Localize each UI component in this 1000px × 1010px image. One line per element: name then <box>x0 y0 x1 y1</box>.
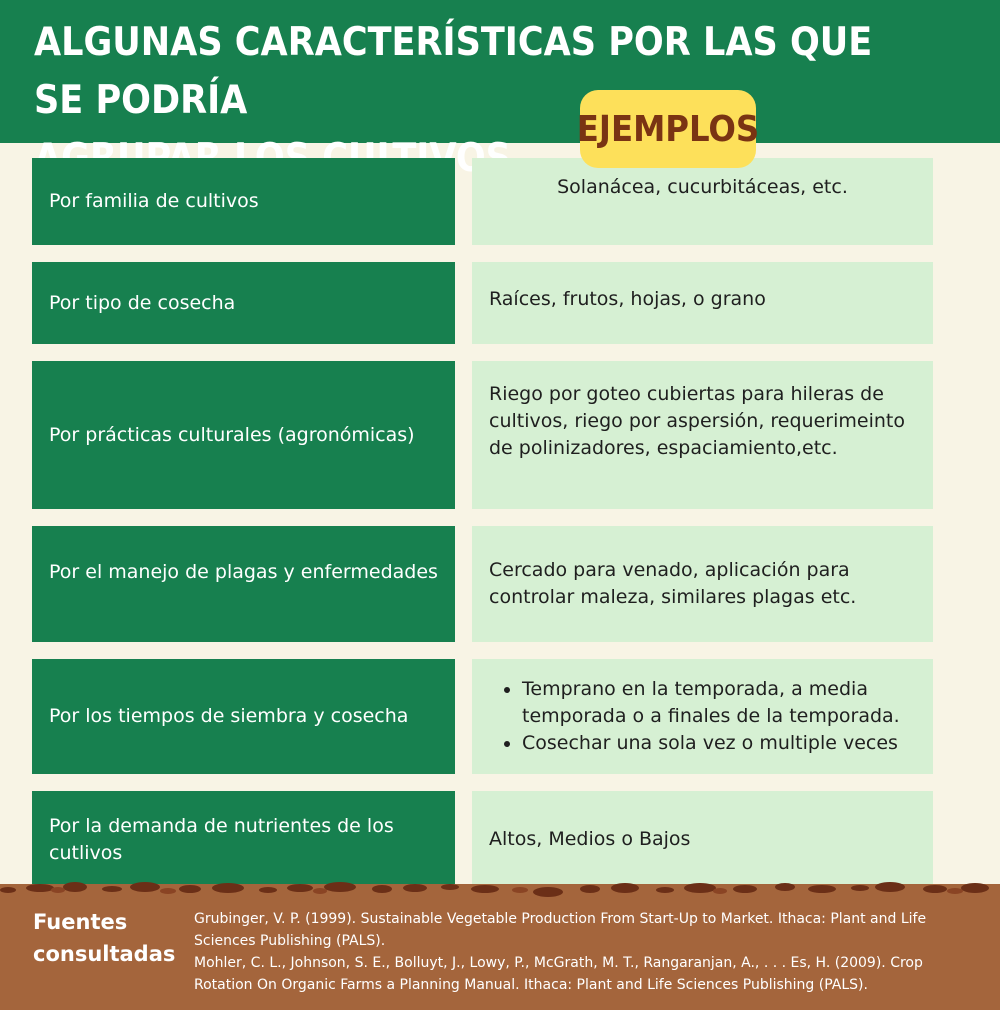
example-cell <box>472 158 933 245</box>
example-cell <box>472 361 933 509</box>
examples-badge: EJEMPLOS <box>580 90 756 168</box>
criterion-text: Por el manejo de plagas y enfermedades <box>49 560 438 583</box>
criterion-cell <box>32 262 455 344</box>
criterion-cell <box>32 791 455 888</box>
example-bullet-list <box>488 676 916 757</box>
example-cell <box>472 262 933 344</box>
criterion-cell <box>32 361 455 509</box>
sources-list <box>194 908 974 996</box>
example-cell <box>472 791 933 888</box>
source-reference: Mohler, C. L., Johnson, S. E., Bolluyt, J., Lowy, P., McGrath, M. T., Rangaranjan, A., . . . Es, H. (2009). Crop Rotation On Organic Farms a Planning Manual. Ithaca: Plant and Life Sciences Publishing (PALS). <box>194 955 923 993</box>
source-reference: Grubinger, V. P. (1999). Sustainable Vegetable Production From Start-Up to Market. Ithaca: Plant and Life Sciences Publishing (PALS). <box>194 911 927 949</box>
criterion-text: Por tipo de cosecha <box>49 291 236 314</box>
criterion-text: Por la demanda de nutrientes de los cutlivos <box>49 814 394 864</box>
title-line-1: ALGUNAS CARACTERÍSTICAS POR LAS QUE SE PODRÍA <box>34 20 873 123</box>
example-bullet: • Cosechar una sola vez o multiple veces <box>522 730 916 757</box>
example-text: Solanácea, cucurbitáceas, etc. <box>557 176 848 198</box>
sources-title: Fuentes consultadas <box>33 910 176 966</box>
example-bullet: • Temprano en la temporada, a media temporada o a finales de la temporada. <box>522 676 916 730</box>
example-text: Altos, Medios o Bajos <box>489 828 691 850</box>
criterion-text: Por los tiempos de siembra y cosecha <box>49 705 409 727</box>
example-text: Cercado para venado, aplicación para controlar maleza, similares plagas etc. <box>489 559 857 608</box>
example-cell <box>472 659 933 774</box>
example-cell <box>472 526 933 642</box>
soil-rocks-decoration <box>0 876 1000 904</box>
criterion-cell <box>32 526 455 642</box>
criterion-cell <box>32 158 455 245</box>
example-text: Riego por goteo cubiertas para hileras de cultivos, riego por aspersión, requerimeinto de polinizadores, espaciamiento,etc. <box>489 383 905 459</box>
criterion-text: Por prácticas culturales (agronómicas) <box>49 423 415 446</box>
criterion-cell <box>32 659 455 774</box>
criterion-text: Por familia de cultivos <box>49 190 259 212</box>
example-text: Raíces, frutos, hojas, o grano <box>489 287 766 310</box>
